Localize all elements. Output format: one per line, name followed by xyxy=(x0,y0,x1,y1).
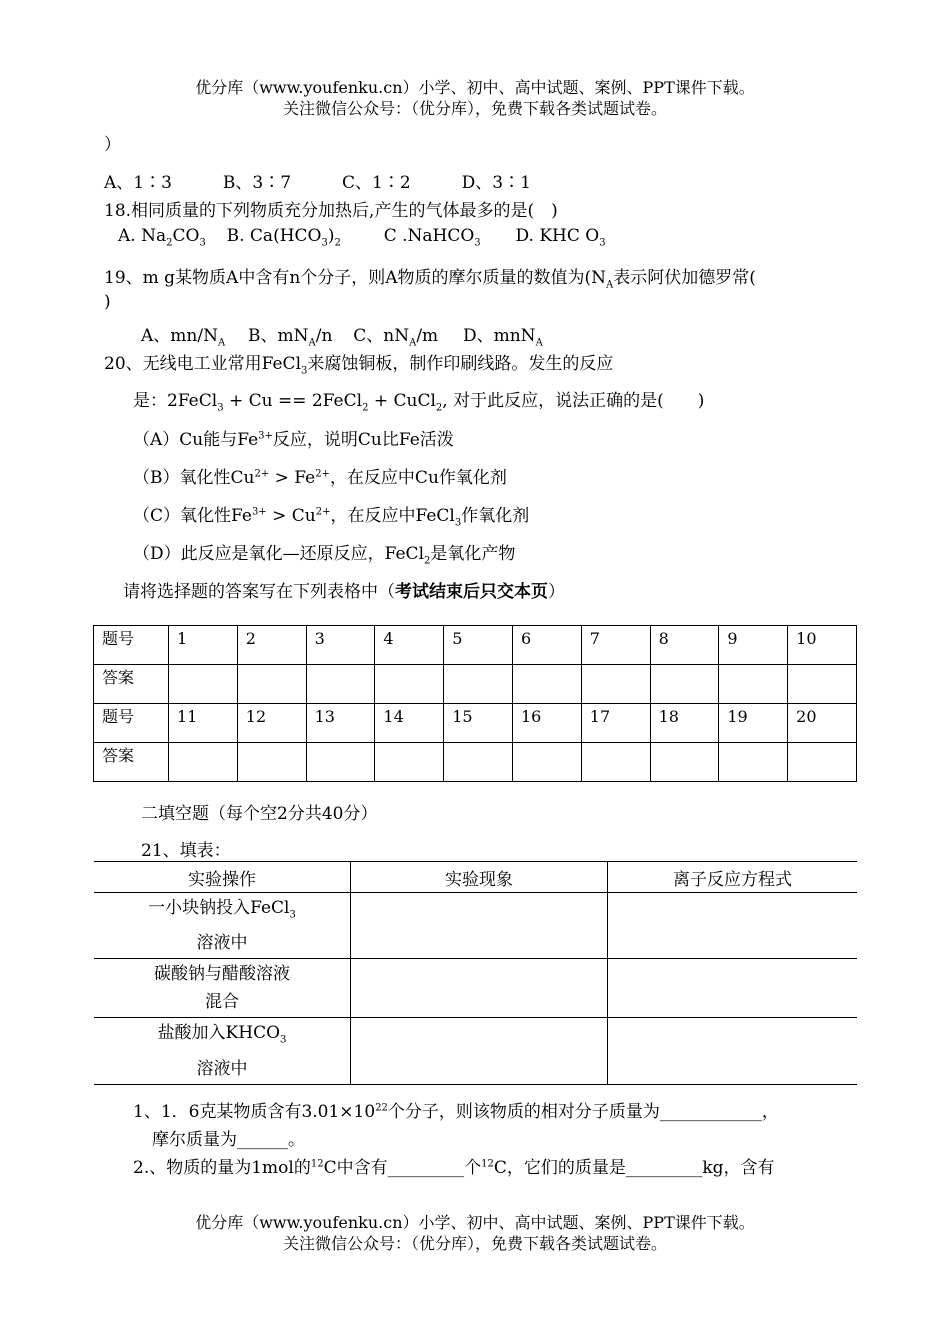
answer-label: 答案 xyxy=(94,743,169,782)
fill-q1: 1、1．6克某物质含有$3.01\times 10^{22}$个分子，则该物质的相对分子质量为____________， xyxy=(133,1102,779,1122)
question-number-cell: 13 xyxy=(306,704,375,743)
question-number-cell: 9 xyxy=(719,626,788,665)
question-number-cell: 11 xyxy=(169,704,238,743)
q17-tail: ） xyxy=(104,135,121,155)
question-number-cell: 6 xyxy=(512,626,581,665)
fill-table xyxy=(94,861,857,1085)
question-number-cell: 19 xyxy=(719,704,788,743)
question-number-cell: 1 xyxy=(169,626,238,665)
q18-opt-d: D. KHC $O_3$ xyxy=(515,226,606,249)
header-line-1: 优分库（www.youfenku.cn）小学、初中、高中试题、案例、PPT课件下载。 xyxy=(195,78,755,97)
question-number-cell: 8 xyxy=(650,626,719,665)
question-number-cell: 10 xyxy=(788,626,857,665)
answer-instruction: 请将选择题的答案写在下列表格中（考试结束后只交本页） xyxy=(123,582,565,602)
answer-cell[interactable] xyxy=(788,743,857,782)
question-number-cell: 3 xyxy=(306,626,375,665)
footer-line-1: 优分库（www.youfenku.cn）小学、初中、高中试题、案例、PPT课件下载。 xyxy=(195,1213,755,1232)
q19-options xyxy=(141,321,543,348)
question-number-cell: 16 xyxy=(512,704,581,743)
answer-cell[interactable] xyxy=(650,665,719,704)
fill-q1-line2: 摩尔质量为______。 xyxy=(152,1130,305,1150)
header-phenomenon: 实验现象 xyxy=(351,862,608,893)
operation-cell: 盐酸加入$KHCO_3$ 溶液中 xyxy=(94,1018,351,1084)
phenomenon-cell[interactable] xyxy=(351,959,608,1018)
answer-cell[interactable] xyxy=(169,665,238,704)
equation-cell[interactable] xyxy=(608,959,858,1018)
q20-option-b: （B）氧化性$Cu^{2+} > Fe^{2+}$，在反应中Cu作氧化剂 xyxy=(133,468,507,488)
question-number-cell: 14 xyxy=(375,704,444,743)
question-number-label: 题号 xyxy=(94,704,169,743)
question-number-cell: 7 xyxy=(581,626,650,665)
footer-line-2: 关注微信公众号：（优分库），免费下载各类试题试卷。 xyxy=(282,1234,667,1253)
equation-cell[interactable] xyxy=(608,1018,858,1084)
equation-cell[interactable] xyxy=(608,893,858,959)
answer-table-row xyxy=(94,626,857,665)
q20-equation: 是：2FeCl$_3$ + Cu == 2FeCl$_2$ + CuCl$_2$, 对于此反应，说法正确的是( ) xyxy=(133,391,705,414)
fill-table-row xyxy=(94,893,857,959)
q18-opt-c: C .NaHCO$_3$ xyxy=(383,226,481,249)
q19-stem: 19、m g某物质A中含有n个分子，则A物质的摩尔质量的数值为($N_A$表示阿伏加德罗常( xyxy=(104,268,756,291)
q18-opt-b: B. $Ca(HCO_3)_2$ xyxy=(226,226,341,249)
operation-cell: 一小块钠投入FeCl$_3$ 溶液中 xyxy=(94,893,351,959)
question-number-cell: 4 xyxy=(375,626,444,665)
q20-option-c: （C）氧化性$Fe^{3+} > Cu^{2+}$，在反应中FeCl$_3$作氧化剂 xyxy=(133,506,530,529)
q18-stem: 18.相同质量的下列物质充分加热后,产生的气体最多的是( ) xyxy=(104,201,558,221)
answer-cell[interactable] xyxy=(169,743,238,782)
answer-cell[interactable] xyxy=(512,665,581,704)
question-number-cell: 2 xyxy=(237,626,306,665)
answer-cell[interactable] xyxy=(237,665,306,704)
answer-table xyxy=(93,625,857,782)
q19-opt-d: D、mnN$_A$ xyxy=(462,326,543,349)
q19-opt-c: C、$nN_A/m$ xyxy=(353,326,439,349)
q18-options xyxy=(118,226,606,248)
question-number-cell: 5 xyxy=(444,626,513,665)
answer-cell[interactable] xyxy=(306,665,375,704)
q20-stem: 20、无线电工业常用FeCl$_3$来腐蚀铜板，制作印刷线路。发生的反应 xyxy=(104,354,614,377)
answer-cell[interactable] xyxy=(719,665,788,704)
header-line-2: 关注微信公众号：（优分库），免费下载各类试题试卷。 xyxy=(282,99,667,118)
answer-cell[interactable] xyxy=(788,665,857,704)
fill-table-row xyxy=(94,959,857,1018)
q19-line2: ) xyxy=(104,292,111,312)
question-number-cell: 15 xyxy=(444,704,513,743)
q17-options: A、1∶3 B、3∶7 C、1∶2 D、3∶1 xyxy=(104,173,531,193)
q20-option-d: （D）此反应是氧化—还原反应，FeCl$_2$是氧化产物 xyxy=(133,544,516,567)
header-equation: 离子反应方程式 xyxy=(608,862,858,893)
answer-cell[interactable] xyxy=(237,743,306,782)
answer-label: 答案 xyxy=(94,665,169,704)
question-number-cell: 20 xyxy=(788,704,857,743)
question-number-cell: 17 xyxy=(581,704,650,743)
phenomenon-cell[interactable] xyxy=(351,893,608,959)
header-operation: 实验操作 xyxy=(94,862,351,893)
fill-q2: 2.、物质的量为1mol的$^{12}$C中含有_________个$^{12}$C，它们的质量是_________kg，含有 xyxy=(133,1158,775,1178)
q19-opt-b: B、$mN_A/n$ xyxy=(248,326,333,349)
answer-table-row xyxy=(94,743,857,782)
answer-cell[interactable] xyxy=(444,743,513,782)
section2-title: 二填空题（每个空2分共40分） xyxy=(141,804,378,824)
q20-option-a: （A）Cu能与$Fe^{3+}$反应，说明Cu比Fe活泼 xyxy=(133,430,454,450)
answer-cell[interactable] xyxy=(375,665,444,704)
answer-table-row xyxy=(94,665,857,704)
fill-table-row xyxy=(94,1018,857,1084)
answer-cell[interactable] xyxy=(719,743,788,782)
phenomenon-cell[interactable] xyxy=(351,1018,608,1084)
answer-cell[interactable] xyxy=(581,743,650,782)
q21-title: 21、填表： xyxy=(141,841,231,861)
answer-cell[interactable] xyxy=(375,743,444,782)
answer-cell[interactable] xyxy=(444,665,513,704)
q18-opt-a: A. $Na_2CO_3$ xyxy=(118,226,206,249)
q19-opt-a: A、$mn/N_A$ xyxy=(141,326,226,349)
question-number-cell: 12 xyxy=(237,704,306,743)
answer-table-row xyxy=(94,704,857,743)
answer-cell[interactable] xyxy=(650,743,719,782)
operation-cell: 碳酸钠与醋酸溶液 混合 xyxy=(94,959,351,1018)
answer-cell[interactable] xyxy=(306,743,375,782)
question-number-cell: 18 xyxy=(650,704,719,743)
answer-cell[interactable] xyxy=(581,665,650,704)
answer-cell[interactable] xyxy=(512,743,581,782)
fill-table-header xyxy=(94,862,857,893)
question-number-label: 题号 xyxy=(94,626,169,665)
